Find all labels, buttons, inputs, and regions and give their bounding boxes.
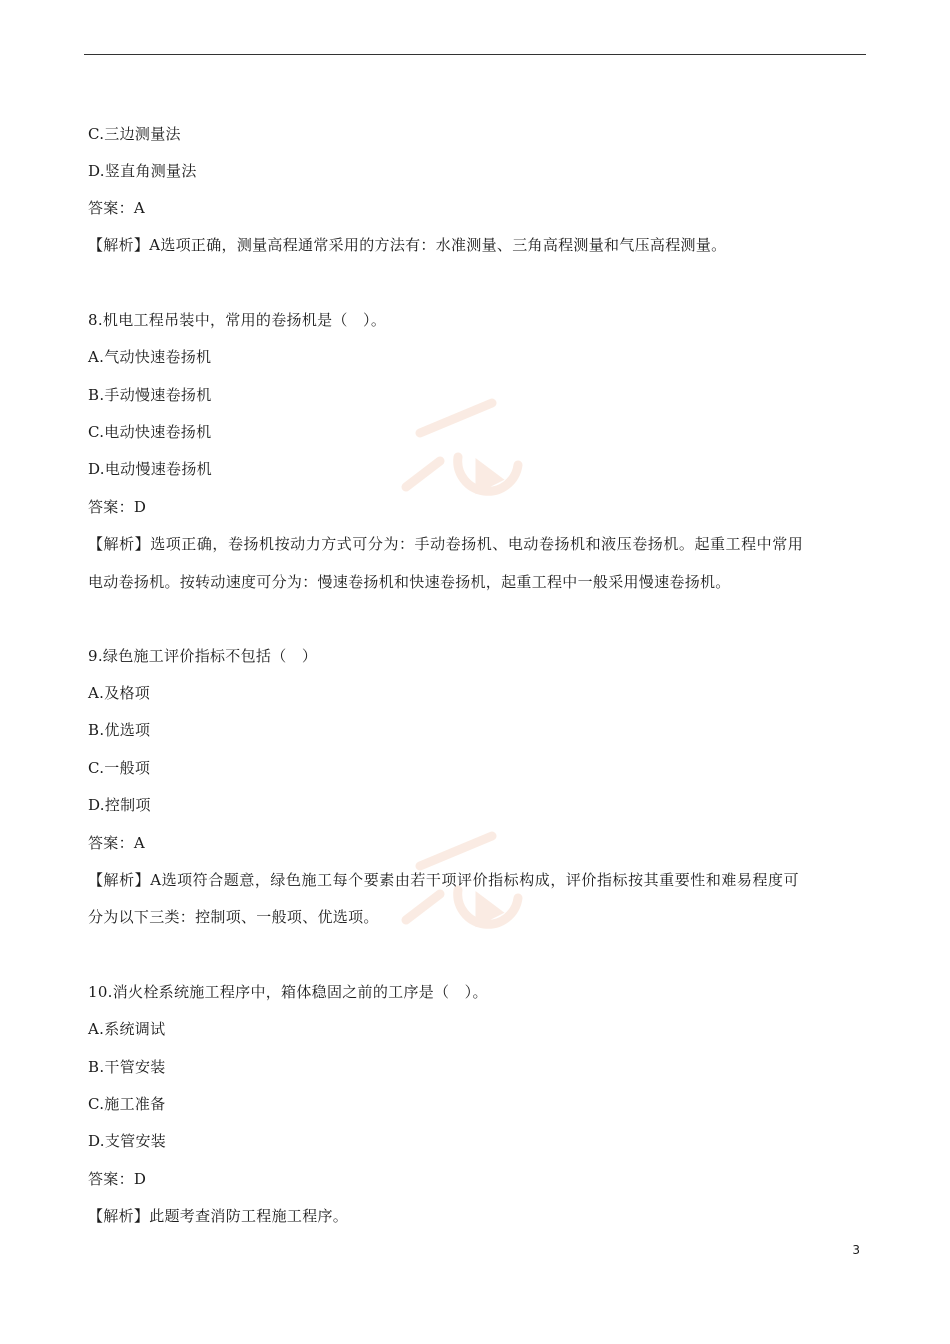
analysis: 【解析】A选项符合题意，绿色施工每个要素由若干项评价指标构成，评价指标按其重要性和难易程度可	[88, 871, 800, 889]
answer: 答案：A	[88, 834, 146, 852]
answer: 答案：D	[88, 1170, 147, 1188]
option-b: B.干管安装	[88, 1058, 166, 1076]
question-9: 9.绿色施工评价指标不包括（ ）	[88, 647, 318, 665]
analysis-continued: 分为以下三类：控制项、一般项、优选项。	[88, 908, 379, 926]
answer: 答案：D	[88, 498, 147, 516]
question-10: 10.消火栓系统施工程序中，箱体稳固之前的工序是（ ）。	[88, 983, 488, 1001]
option-b: B.优选项	[88, 721, 151, 739]
analysis-continued: 电动卷扬机。按转动速度可分为：慢速卷扬机和快速卷扬机，起重工程中一般采用慢速卷扬机。	[88, 573, 731, 591]
option-d: D.电动慢速卷扬机	[88, 460, 212, 478]
option-a: A.系统调试	[88, 1020, 166, 1038]
header-rule	[84, 54, 866, 55]
question-8: 8.机电工程吊装中，常用的卷扬机是（ ）。	[88, 311, 387, 329]
option-c: C.施工准备	[88, 1095, 166, 1113]
watermark-logo	[400, 395, 540, 515]
option-b: B.手动慢速卷扬机	[88, 386, 212, 404]
option-d: D.控制项	[88, 796, 151, 814]
option-c: C.三边测量法	[88, 125, 181, 143]
page-number: 3	[852, 1243, 860, 1257]
option-a: A.气动快速卷扬机	[88, 348, 212, 366]
analysis: 【解析】此题考查消防工程施工程序。	[88, 1207, 349, 1225]
option-d: D.竖直角测量法	[88, 162, 197, 180]
analysis: 【解析】选项正确，卷扬机按动力方式可分为：手动卷扬机、电动卷扬机和液压卷扬机。起重工程中常用	[88, 535, 804, 553]
analysis: 【解析】A选项正确，测量高程通常采用的方法有：水准测量、三角高程测量和气压高程测量。	[88, 236, 727, 254]
answer: 答案：A	[88, 199, 146, 217]
option-c: C.一般项	[88, 759, 151, 777]
option-a: A.及格项	[88, 684, 151, 702]
option-c: C.电动快速卷扬机	[88, 423, 212, 441]
option-d: D.支管安装	[88, 1132, 167, 1150]
